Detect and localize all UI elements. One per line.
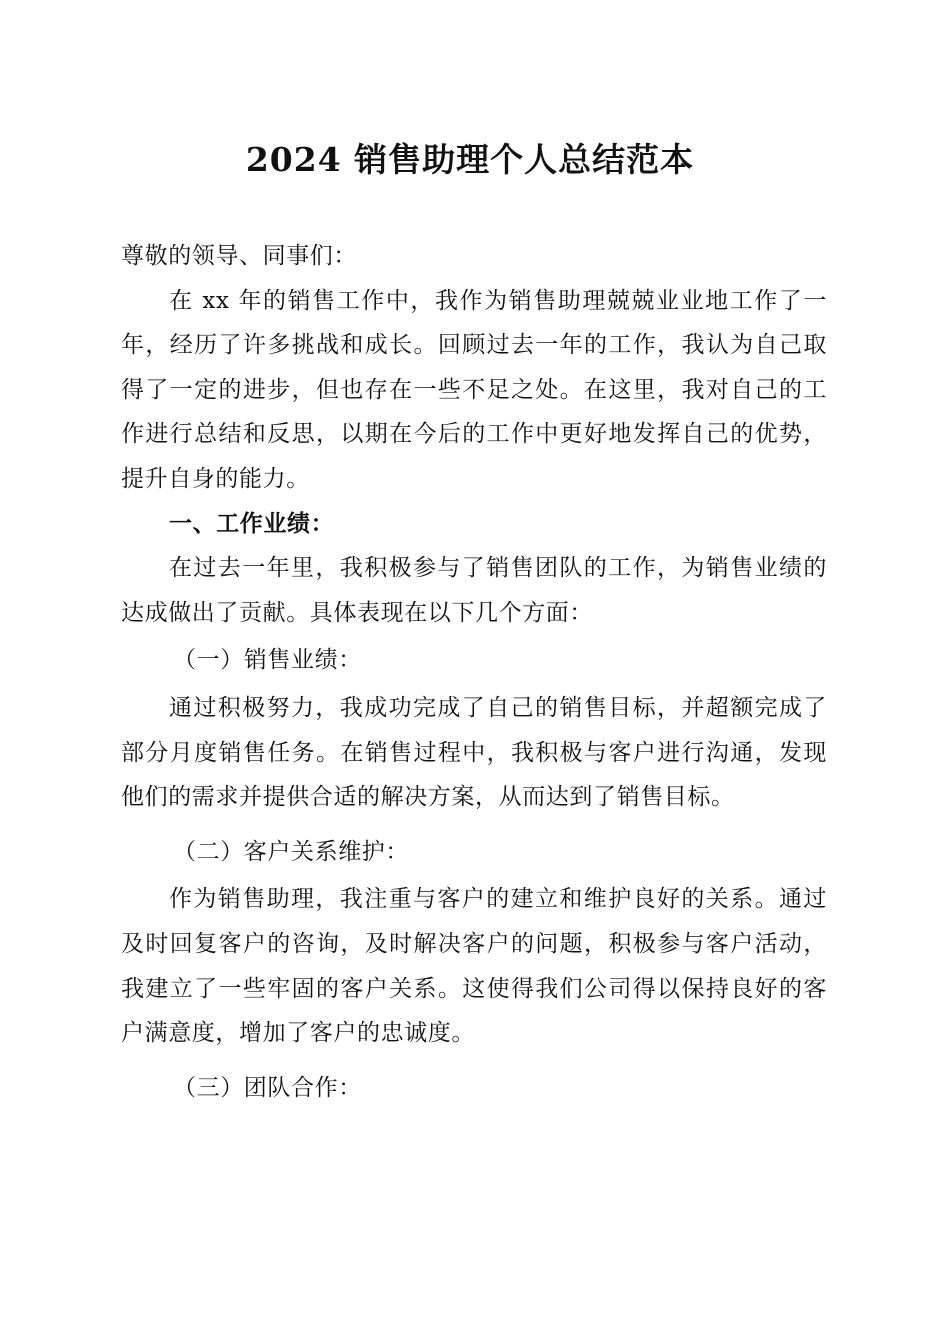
document-body (121, 234, 827, 1110)
section-paragraph-work-performance: 在过去一年里，我积极参与了销售团队的工作，为销售业绩的达成做出了贡献。具体表现在以下几个方面： (121, 555, 827, 626)
section-heading-work-performance: 一、工作业绩： (169, 509, 335, 537)
subsection-heading-teamwork: （三）团队合作： (173, 1074, 362, 1101)
document-title: 2024 销售助理个人总结范本 (245, 140, 695, 179)
salutation: 尊敬的领导、同事们： (121, 243, 357, 269)
subsection-heading-customer-relations: （二）客户关系维护： (173, 838, 409, 865)
subsection-paragraph-sales-performance: 通过积极努力，我成功完成了自己的销售目标，并超额完成了部分月度销售任务。在销售过程中，我积极与客户进行沟通，发现他们的需求并提供合适的解决方案，从而达到了销售目标。 (121, 694, 827, 811)
intro-paragraph: 在 xx 年的销售工作中，我作为销售助理兢兢业业地工作了一年，经历了许多挑战和成长。回顾过去一年的工作，我认为自己取得了一定的进步，但也存在一些不足之处。在这里，我对自己的工作进行总结和反思，以期在今后的工作中更好地发挥自己的优势，提升自身的能力。 (121, 287, 827, 492)
subsection-paragraph-customer-relations: 作为销售助理，我注重与客户的建立和维护良好的关系。通过及时回复客户的咨询，及时解决客户的问题，积极参与客户活动，我建立了一些牢固的客户关系。这使得我们公司得以保持良好的客户满意度，增加了客户的忠诚度。 (121, 886, 827, 1047)
subsection-heading-sales-performance: （一）销售业绩： (173, 647, 362, 674)
